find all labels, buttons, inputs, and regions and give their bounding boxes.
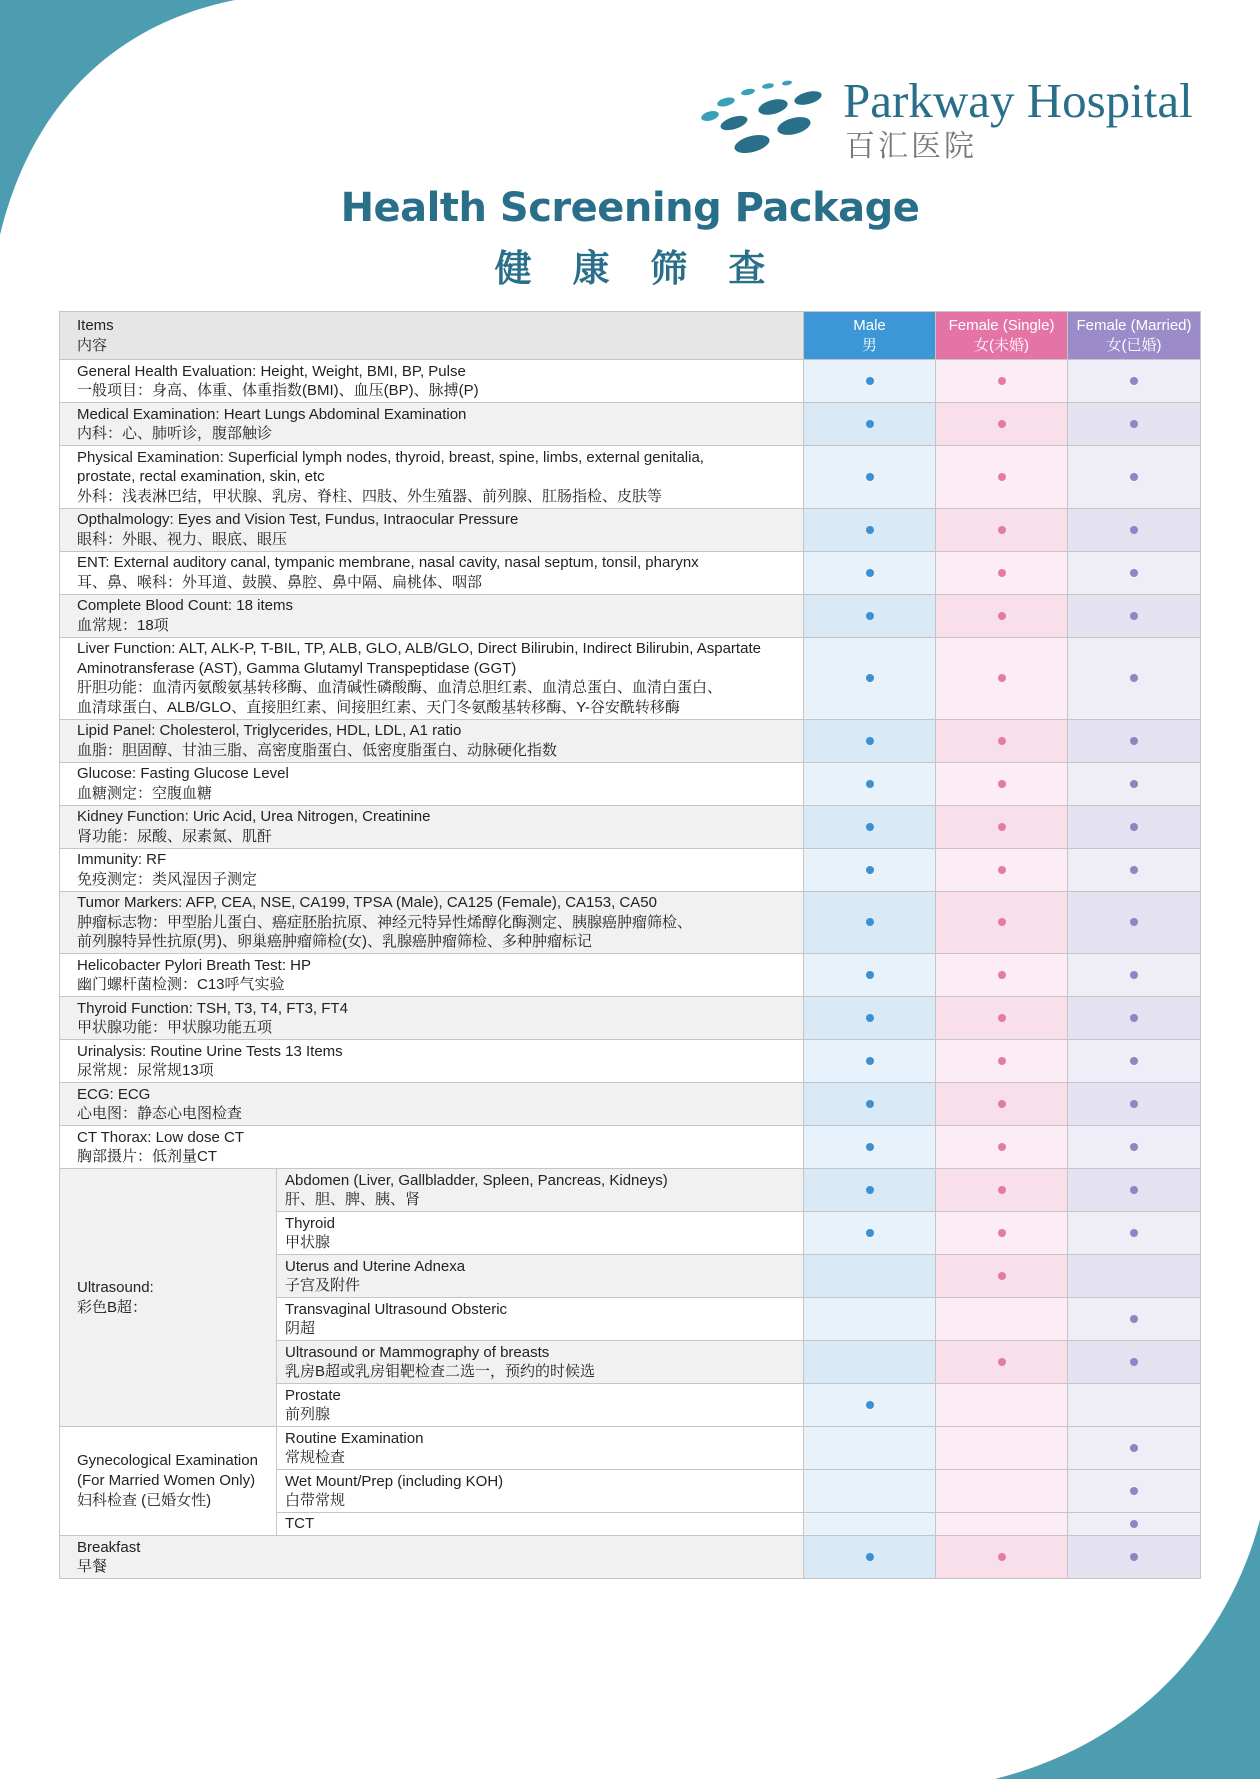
item-text-line: 眼科：外眼、视力、眼底、眼压 [77,530,288,548]
item-text-line: Helicobacter Pylori Breath Test: HP [77,956,311,974]
female-married-mark-dot-icon [1130,971,1138,979]
female-single-mark-dot-icon [998,1272,1006,1280]
female-married-mark-dot-icon [1130,780,1138,788]
table-row [60,1040,1201,1083]
female-married-mark-dot-icon [1130,1100,1138,1108]
item-text-line: 甲状腺 [285,1234,331,1251]
female-single-mark-dot-icon [998,971,1006,979]
female-married-mark-cell [1068,1513,1201,1536]
item-cell [60,1040,804,1083]
female-married-mark-cell [1068,848,1201,891]
female-single-mark-dot-icon [998,420,1006,428]
male-mark-dot-icon [866,377,874,385]
female-married-mark-dot-icon [1130,526,1138,534]
item-text-line: 阴超 [285,1320,316,1337]
female-single-mark-dot-icon [998,1057,1006,1065]
female-single-mark-cell [936,891,1068,954]
table-body [60,360,1201,1579]
item-text-line: 肝、胆、脾、胰、肾 [285,1191,421,1208]
item-text-line: Physical Examination: Superficial lymph nodes, thyroid, breast, spine, limbs, external genitalia, [77,448,704,466]
male-mark-dot-icon [866,612,874,620]
screening-table [59,311,1201,1579]
table-row [60,446,1201,509]
female-married-mark-dot-icon [1130,473,1138,481]
item-text-line: 幽门螺杆菌检测：C13呼气实验 [77,976,285,993]
male-mark-cell [804,805,936,848]
table-row [60,1083,1201,1126]
item-text-line: CT Thorax: Low dose CT [77,1128,245,1146]
item-text-line: Breakfast [77,1538,141,1556]
female-single-mark-cell [936,1212,1068,1255]
female-single-mark-dot-icon [998,674,1006,682]
breakfast-cell [60,1536,804,1579]
gynecological-row [60,1427,1201,1470]
item-text-line: Aminotransferase (AST), Gamma Glutamyl Transpeptidase (GGT) [77,659,517,677]
header-female-single: Female (Single) 女(未婚) [936,312,1068,360]
female-married-mark-dot-icon [1130,1229,1138,1237]
table-row [60,508,1201,551]
male-mark-cell [804,1040,936,1083]
item-text-line: 血常规：18项 [77,616,169,634]
female-single-mark-cell [936,848,1068,891]
item-text-line: 肝胆功能：血清丙氨酸氨基转移酶、血清碱性磷酸酶、血清总胆红素、血清总蛋白、血清白蛋白、 [77,679,723,696]
item-text-line: 血清球蛋白、ALB/GLO、直接胆红素、间接胆红素、天门冬氨酸基转移酶、Y-谷安酰转移酶 [77,698,680,716]
item-cell [60,1126,804,1169]
female-single-mark-dot-icon [998,377,1006,385]
female-married-mark-cell [1068,1341,1201,1384]
female-married-mark-dot-icon [1130,1487,1138,1495]
ultrasound-item-cell [277,1384,804,1427]
gynecological-label-line: (For Married Women Only) [77,1472,256,1489]
female-married-mark-dot-icon [1130,420,1138,428]
hospital-name-cn: 百汇医院 [845,129,977,164]
female-single-mark-cell [936,508,1068,551]
female-married-mark-dot-icon [1130,674,1138,682]
female-married-mark-cell [1068,805,1201,848]
female-single-mark-cell [936,594,1068,637]
item-text-line: 前列腺特异性抗原(男)、卵巢癌肿瘤筛检(女)、乳腺癌肿瘤筛检、多种肿瘤标记 [77,933,592,950]
female-married-mark-cell [1068,446,1201,509]
item-text-line: Complete Blood Count: 18 items [77,597,293,614]
item-cell [60,594,804,637]
female-married-mark-cell [1068,360,1201,403]
female-single-mark-dot-icon [998,1143,1006,1151]
male-mark-dot-icon [866,971,874,979]
male-mark-cell [804,1212,936,1255]
male-mark-dot-icon [866,1014,874,1022]
female-single-mark-cell [936,997,1068,1040]
item-text-line: 胸部摄片：低剂量CT [77,1148,217,1165]
item-text-line: Wet Mount/Prep (including KOH) [285,1472,504,1490]
female-single-mark-cell [936,719,1068,762]
table-row [60,594,1201,637]
item-cell [60,403,804,446]
item-cell [60,891,804,954]
female-married-mark-dot-icon [1130,1520,1138,1528]
male-mark-cell [804,762,936,805]
item-text-line: 心电图：静态心电图检查 [77,1105,243,1122]
item-cell [60,954,804,997]
female-single-mark-dot-icon [998,612,1006,620]
item-text-line: Urinalysis: Routine Urine Tests 13 Items [77,1042,343,1060]
item-text-line: prostate, rectal examination, skin, etc [77,468,325,485]
female-single-mark-cell [936,403,1068,446]
male-mark-dot-icon [866,823,874,831]
female-single-mark-dot-icon [998,918,1006,926]
item-cell [60,551,804,594]
gynecological-item-cell [277,1513,804,1536]
male-mark-cell [804,891,936,954]
item-text-line: Medical Examination: Heart Lungs Abdominal Examination [77,405,467,423]
female-single-mark-cell [936,1255,1068,1298]
item-cell [60,805,804,848]
table-header-row [60,312,1201,360]
female-married-mark-dot-icon [1130,1057,1138,1065]
female-single-mark-dot-icon [998,780,1006,788]
male-mark-cell [804,848,936,891]
item-text-line: Abdomen (Liver, Gallbladder, Spleen, Pancreas, Kidneys) [285,1171,668,1189]
gynecological-label-line: 妇科检查 (已婚女性) [77,1492,212,1509]
item-text-line: General Health Evaluation: Height, Weight, BMI, BP, Pulse [77,362,466,380]
female-married-mark-dot-icon [1130,1315,1138,1323]
female-single-mark-dot-icon [998,1358,1006,1366]
female-single-mark-cell [936,1083,1068,1126]
item-text-line: 血脂：胆固醇、甘油三脂、高密度脂蛋白、低密度脂蛋白、动脉硬化指数 [77,741,558,759]
female-married-mark-cell [1068,637,1201,719]
ultrasound-item-cell [277,1212,804,1255]
female-single-mark-dot-icon [998,1014,1006,1022]
male-mark-cell [804,403,936,446]
item-cell [60,848,804,891]
item-cell [60,360,804,403]
female-married-mark-dot-icon [1130,569,1138,577]
female-single-mark-cell [936,1427,1068,1470]
item-text-line: Prostate [285,1386,341,1404]
male-mark-cell [804,1536,936,1579]
female-single-mark-cell [936,637,1068,719]
male-mark-dot-icon [866,420,874,428]
male-mark-cell [804,1470,936,1513]
item-text-line: 外科：浅表淋巴结，甲状腺、乳房、脊柱、四肢、外生殖器、前列腺、肛肠指检、皮肤等 [77,487,663,505]
table-row [60,805,1201,848]
male-mark-dot-icon [866,737,874,745]
female-married-mark-dot-icon [1130,918,1138,926]
female-single-mark-cell [936,1169,1068,1212]
male-mark-cell [804,637,936,719]
male-mark-dot-icon [866,780,874,788]
female-married-mark-cell [1068,1298,1201,1341]
female-single-mark-dot-icon [998,1100,1006,1108]
item-text-line: Thyroid [285,1214,336,1232]
female-single-mark-cell [936,1040,1068,1083]
male-mark-dot-icon [866,1143,874,1151]
male-mark-dot-icon [866,1401,874,1409]
female-married-mark-cell [1068,1169,1201,1212]
male-mark-cell [804,1427,936,1470]
female-married-mark-cell [1068,594,1201,637]
male-mark-cell [804,508,936,551]
male-mark-cell [804,1083,936,1126]
item-text-line: 子宫及附件 [285,1277,361,1294]
item-text-line: TCT [285,1515,315,1533]
female-married-mark-dot-icon [1130,866,1138,874]
male-mark-dot-icon [866,526,874,534]
male-mark-cell [804,1126,936,1169]
female-single-mark-cell [936,446,1068,509]
header-items: Items 内容 [60,312,804,360]
female-married-mark-cell [1068,551,1201,594]
female-single-mark-dot-icon [998,569,1006,577]
hospital-name-en: Parkway Hospital [843,73,1193,128]
item-text-line: 乳房B超或乳房钼靶检查二选一，预约的时候选 [285,1363,596,1380]
male-mark-dot-icon [866,1186,874,1194]
table-row [60,403,1201,446]
female-single-mark-cell [936,1470,1068,1513]
female-married-mark-dot-icon [1130,612,1138,620]
female-married-mark-cell [1068,1384,1201,1427]
gynecological-item-cell [277,1427,804,1470]
item-cell [60,637,804,719]
item-text-line: Glucose: Fasting Glucose Level [77,765,289,782]
item-text-line: ECG: ECG [77,1085,151,1103]
item-text-line: 甲状腺功能：甲状腺功能五项 [77,1019,273,1036]
item-text-line: 免疫测定：类风湿因子测定 [77,870,258,888]
item-text-line: Immunity: RF [77,851,167,868]
female-married-mark-cell [1068,1212,1201,1255]
item-text-line: 前列腺 [285,1406,331,1423]
female-married-mark-cell [1068,1083,1201,1126]
page-title-cn: 健 康 筛 查 [494,247,780,290]
female-single-mark-cell [936,1298,1068,1341]
item-text-line: ENT: External auditory canal, tympanic membrane, nasal cavity, nasal septum, tonsil, pharynx [77,554,699,571]
male-mark-cell [804,954,936,997]
female-married-mark-cell [1068,997,1201,1040]
female-single-mark-cell [936,1384,1068,1427]
male-mark-cell [804,1169,936,1212]
ultrasound-item-cell [277,1169,804,1212]
female-married-mark-dot-icon [1130,823,1138,831]
item-text-line: Liver Function: ALT, ALK-P, T-BIL, TP, ALB, GLO, ALB/GLO, Direct Bilirubin, Indirect Bilirubin, Aspartate [77,640,761,657]
male-mark-dot-icon [866,569,874,577]
item-text-line: 耳、鼻、喉科：外耳道、鼓膜、鼻腔、鼻中隔、扁桃体、咽部 [77,573,483,591]
male-mark-cell [804,1513,936,1536]
female-single-mark-cell [936,1513,1068,1536]
male-mark-cell [804,1255,936,1298]
item-text-line: 肾功能：尿酸、尿素氮、肌酐 [77,827,273,845]
item-cell [60,446,804,509]
female-single-mark-cell [936,1341,1068,1384]
male-mark-dot-icon [866,1057,874,1065]
ultrasound-label [60,1169,277,1427]
item-cell [60,762,804,805]
ultrasound-label-cn: 彩色B超： [77,1298,148,1316]
male-mark-cell [804,1341,936,1384]
female-married-mark-cell [1068,891,1201,954]
ultrasound-item-cell [277,1341,804,1384]
male-mark-dot-icon [866,1553,874,1561]
item-text-line: Routine Examination [285,1429,424,1447]
item-text-line: 尿常规：尿常规13项 [77,1062,214,1079]
header-female-married: Female (Married) 女(已婚) [1068,312,1201,360]
item-cell [60,1083,804,1126]
female-single-mark-cell [936,762,1068,805]
table-row [60,997,1201,1040]
male-mark-cell [804,360,936,403]
table-row [60,1126,1201,1169]
male-mark-cell [804,997,936,1040]
female-single-mark-dot-icon [998,1553,1006,1561]
gynecological-item-cell [277,1470,804,1513]
male-mark-cell [804,1298,936,1341]
female-married-mark-cell [1068,719,1201,762]
table-row [60,360,1201,403]
item-text-line: Ultrasound or Mammography of breasts [285,1343,550,1361]
male-mark-cell [804,594,936,637]
female-married-mark-cell [1068,762,1201,805]
gynecological-label [60,1427,277,1536]
table-row [60,954,1201,997]
ultrasound-label-en: Ultrasound: [77,1279,154,1296]
female-married-mark-cell [1068,508,1201,551]
female-married-mark-cell [1068,1126,1201,1169]
item-text-line: 一般项目：身高、体重、体重指数(BMI)、血压(BP)、脉搏(P) [77,382,479,399]
ultrasound-item-cell [277,1298,804,1341]
ultrasound-row [60,1169,1201,1212]
male-mark-dot-icon [866,473,874,481]
item-cell [60,719,804,762]
female-married-mark-dot-icon [1130,737,1138,745]
female-married-mark-cell [1068,1040,1201,1083]
female-single-mark-dot-icon [998,1186,1006,1194]
gynecological-label-line: Gynecological Examination [77,1452,258,1469]
item-cell [60,508,804,551]
item-text-line: Tumor Markers: AFP, CEA, NSE, CA199, TPSA (Male), CA125 (Female), CA153, CA50 [77,894,657,911]
item-cell [60,997,804,1040]
logo-mark-icon [700,75,835,155]
item-text-line: Lipid Panel: Cholesterol, Triglycerides, HDL, LDL, A1 ratio [77,722,462,739]
table-row [60,762,1201,805]
male-mark-cell [804,551,936,594]
female-married-mark-dot-icon [1130,1186,1138,1194]
female-married-mark-dot-icon [1130,1444,1138,1452]
female-married-mark-dot-icon [1130,1358,1138,1366]
table-row [60,551,1201,594]
female-married-mark-cell [1068,954,1201,997]
male-mark-dot-icon [866,674,874,682]
female-single-mark-cell [936,360,1068,403]
female-single-mark-cell [936,1126,1068,1169]
item-text-line: 血糖测定：空腹血糖 [77,784,213,802]
female-married-mark-dot-icon [1130,377,1138,385]
female-married-mark-dot-icon [1130,1553,1138,1561]
table-row [60,848,1201,891]
table-row [60,719,1201,762]
male-mark-dot-icon [866,866,874,874]
female-single-mark-dot-icon [998,866,1006,874]
item-text-line: 肿瘤标志物：甲型胎儿蛋白、癌症胚胎抗原、神经元特异性烯醇化酶测定、胰腺癌肿瘤筛检、 [77,913,693,931]
female-single-mark-dot-icon [998,737,1006,745]
table-row [60,637,1201,719]
item-text-line: Transvaginal Ultrasound Obsteric [285,1300,508,1318]
female-single-mark-dot-icon [998,823,1006,831]
header-male: Male 男 [804,312,936,360]
female-single-mark-cell [936,805,1068,848]
male-mark-cell [804,446,936,509]
female-single-mark-cell [936,1536,1068,1579]
breakfast-row [60,1536,1201,1579]
female-married-mark-cell [1068,1255,1201,1298]
ultrasound-item-cell [277,1255,804,1298]
female-married-mark-dot-icon [1130,1014,1138,1022]
female-single-mark-cell [936,954,1068,997]
item-text-line: Thyroid Function: TSH, T3, T4, FT3, FT4 [77,999,348,1017]
female-married-mark-cell [1068,1427,1201,1470]
table-row [60,891,1201,954]
male-mark-dot-icon [866,1100,874,1108]
female-single-mark-dot-icon [998,1229,1006,1237]
item-text-line: 内科：心、肺听诊，腹部触诊 [77,425,273,442]
item-text-line: Opthalmology: Eyes and Vision Test, Fundus, Intraocular Pressure [77,511,519,528]
item-text-line: Uterus and Uterine Adnexa [285,1257,466,1275]
male-mark-dot-icon [866,918,874,926]
male-mark-dot-icon [866,1229,874,1237]
male-mark-cell [804,719,936,762]
female-married-mark-cell [1068,1536,1201,1579]
page-title: Health Screening Package [340,185,920,231]
item-text-line: 常规检查 [285,1449,346,1466]
female-single-mark-dot-icon [998,526,1006,534]
item-text-line: Kidney Function: Uric Acid, Urea Nitrogen, Creatinine [77,808,431,825]
item-text-line: 早餐 [77,1558,108,1575]
female-married-mark-cell [1068,1470,1201,1513]
hospital-logo [700,70,1200,164]
female-married-mark-cell [1068,403,1201,446]
female-single-mark-dot-icon [998,473,1006,481]
female-married-mark-dot-icon [1130,1143,1138,1151]
female-single-mark-cell [936,551,1068,594]
male-mark-cell [804,1384,936,1427]
item-text-line: 白带常规 [285,1492,346,1509]
